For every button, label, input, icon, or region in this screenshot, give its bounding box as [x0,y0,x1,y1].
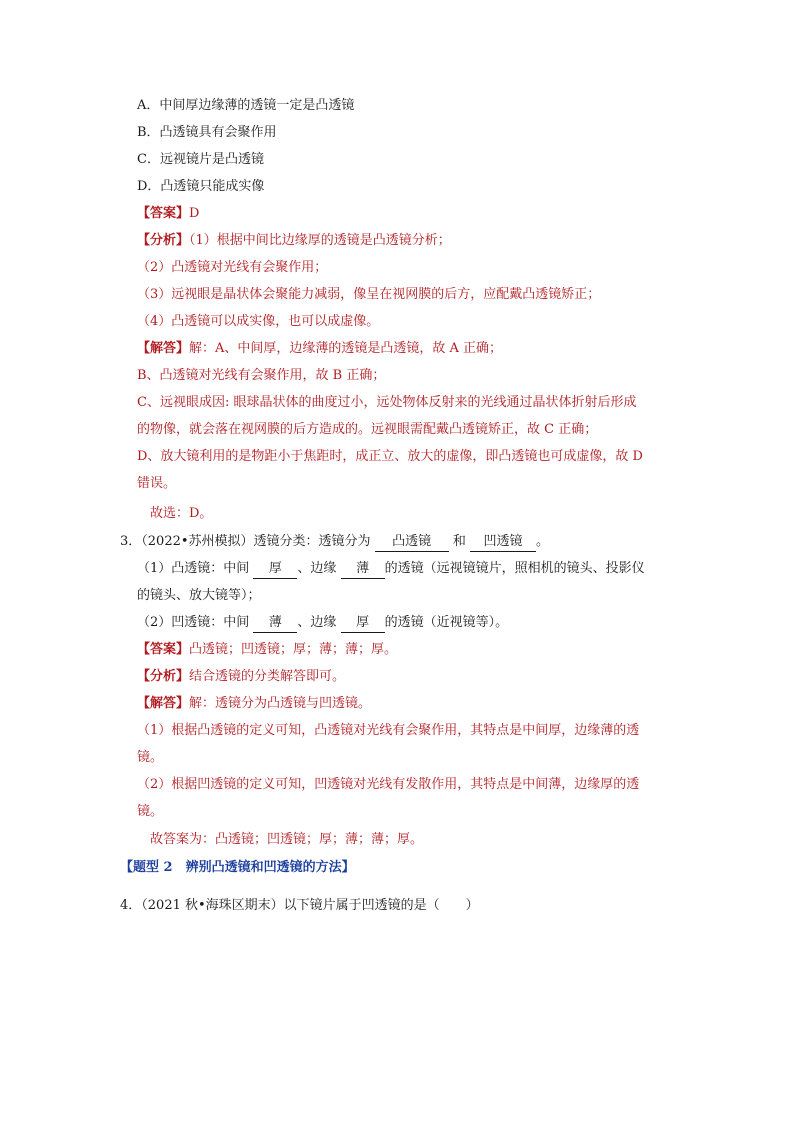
solution-text: 镜。 [137,750,164,765]
solution-text: （1）根据凸透镜的定义可知，凸透镜对光线有会聚作用，其特点是中间厚，边缘薄的透 [137,723,640,738]
q3-stem [120,533,549,552]
part-text: （2）凹透镜：中间 [137,615,250,630]
section-heading: 【题型 2 辨别凸透镜和凹透镜的方法】 [120,860,355,875]
analysis-label: 【分析】 [137,669,190,684]
solution-text: 解：A、中间厚，边缘薄的透镜是凸透镜，故 A 正确； [189,341,503,356]
stem-text: 。 [535,534,549,549]
q3-answer [137,641,397,659]
solution-text: C、远视眼成因: 眼球晶状体的曲度过小，远处物体反射来的光线通过晶状体折射后形成 [137,395,637,410]
blank-convex: 凸透镜 [375,533,449,552]
q3-analysis [137,668,345,686]
q3-part1-cont: 的镜头、放大镜等）； [137,588,261,603]
option-d: D．凸透镜只能成实像 [137,179,265,194]
answer-value: D [189,206,200,221]
analysis-label: 【分析】 [137,233,190,248]
solution-label: 【解答】 [137,341,190,356]
solution-text: 故选：D。 [150,506,213,521]
answer-label: 【答案】 [137,642,190,657]
analysis-text: （4）凸透镜可以成实像，也可以成虚像。 [137,314,380,329]
q2-answer [137,205,199,223]
solution-text: 故答案为：凸透镜；凹透镜；厚；薄；薄；厚。 [150,832,424,847]
solution-label: 【解答】 [137,696,190,711]
analysis-text: （1）根据中间比边缘厚的透镜是凸透镜分析； [189,233,451,248]
solution-text: 镜。 [137,804,164,819]
stem-text: 和 [452,534,466,549]
q4-stem: 4．（2021 秋•海珠区期末）以下镜片属于凹透镜的是（ ） [120,898,479,913]
solution-text: B、凸透镜对光线有会聚作用，故 B 正确； [137,368,386,383]
q2-solution-line [137,340,502,358]
solution-text: 的物像，就会落在视网膜的后方造成的。远视眼需配戴凸透镜矫正，故 C 正确； [137,422,598,437]
q3-solution-line [137,695,371,713]
blank-concave: 凹透镜 [470,533,536,552]
stem-text: 3．（2022•苏州模拟）透镜分类：透镜分为 [120,534,371,549]
part-text: 、边缘 [297,561,337,576]
part-text: （1）凸透镜：中间 [137,561,250,576]
q3-part1 [137,560,645,579]
solution-text: D、放大镜利用的是物距小于焦距时，成正立、放大的虚像，即凸透镜也可成虚像，故 D [137,449,643,464]
answer-value: 凸透镜；凹透镜；厚；薄；薄；厚。 [189,642,398,657]
option-a: A．中间厚边缘薄的透镜一定是凸透镜 [137,98,355,113]
part-text: 、边缘 [297,615,337,630]
solution-text: 错误。 [137,476,177,491]
part-text: 的透镜（近视镜等）。 [384,615,509,630]
blank-thin: 薄 [341,560,385,579]
option-c: C．远视镜片是凸透镜 [137,152,264,167]
analysis-text: 结合透镜的分类解答即可。 [189,669,346,684]
q2-analysis-line [137,232,451,250]
analysis-text: （3）远视眼是晶状体会聚能力减弱，像呈在视网膜的后方，应配戴凸透镜矫正； [137,287,601,302]
blank-thick: 厚 [253,560,297,579]
part-text: 的透镜（远视镜镜片，照相机的镜头、投影仪 [384,561,645,576]
analysis-text: （2）凸透镜对光线有会聚作用； [137,260,328,275]
option-b: B．凸透镜具有会聚作用 [137,125,277,140]
q3-part2 [137,614,508,633]
blank-thin: 薄 [253,614,297,633]
answer-label: 【答案】 [137,206,190,221]
blank-thick: 厚 [341,614,385,633]
solution-text: 解：透镜分为凸透镜与凹透镜。 [189,696,372,711]
solution-text: （2）根据凹透镜的定义可知，凹透镜对光线有发散作用，其特点是中间薄，边缘厚的透 [137,777,640,792]
